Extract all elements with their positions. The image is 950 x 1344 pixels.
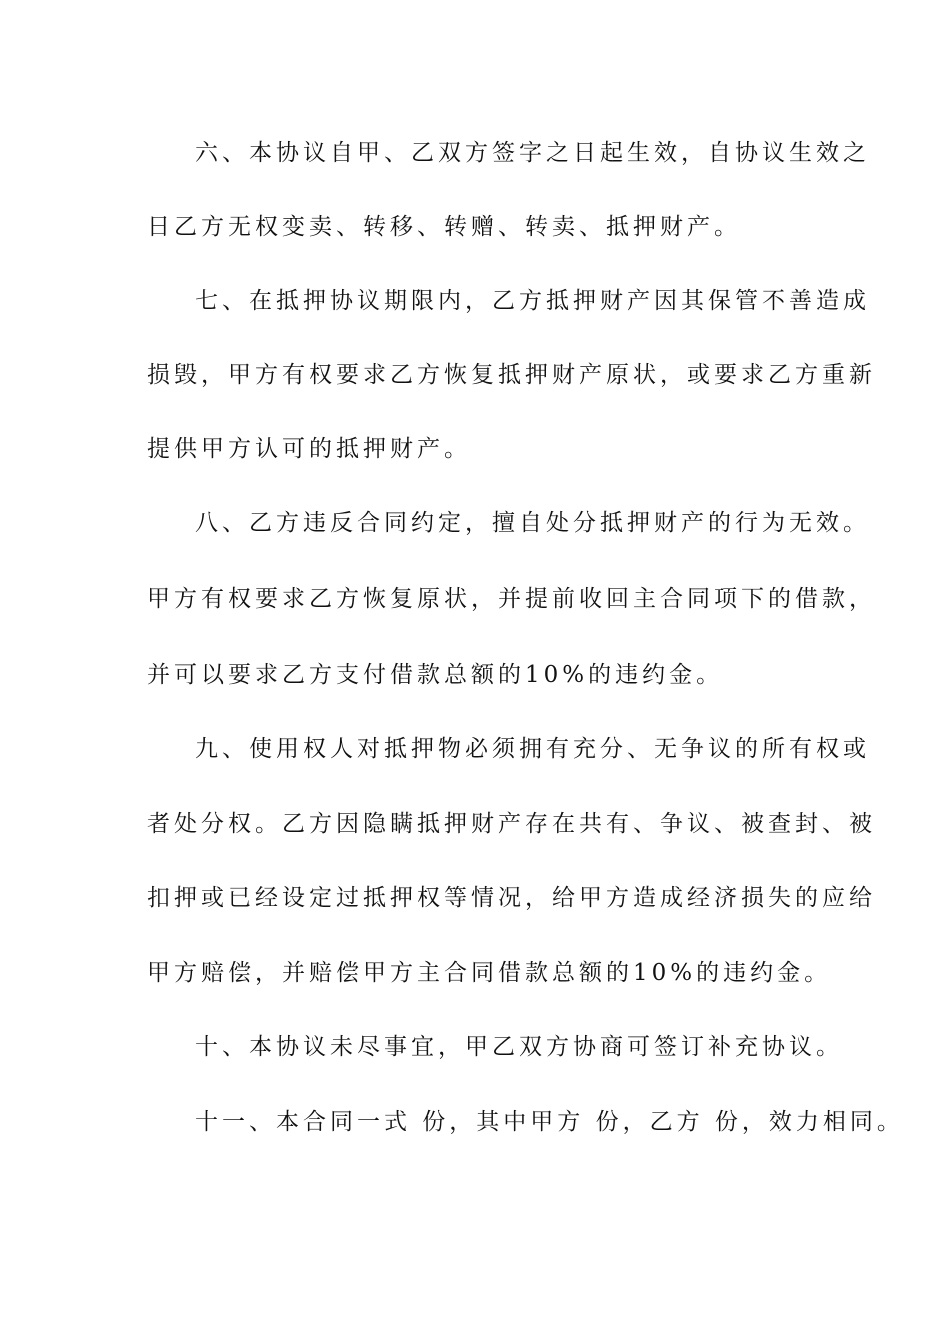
clause-6-line-2: 日乙方无权变卖、转移、转赠、转卖、抵押财产。 bbox=[147, 214, 741, 240]
clause-6-line-1: 六、本协议自甲、乙双方签字之日起生效，自协议生效之 bbox=[195, 140, 870, 166]
clause-7-line-1: 七、在抵押协议期限内，乙方抵押财产因其保管不善造成 bbox=[195, 288, 870, 314]
clause-8-line-2: 甲方有权要求乙方恢复原状，并提前收回主合同项下的借款， bbox=[147, 586, 876, 612]
clause-8-line-1: 八、乙方违反合同约定，擅自处分抵押财产的行为无效。 bbox=[195, 510, 870, 536]
clause-8-line-3: 并可以要求乙方支付借款总额的10%的违约金。 bbox=[147, 662, 724, 688]
clause-7-line-3: 提供甲方认可的抵押财产。 bbox=[147, 436, 471, 462]
clause-7-line-2: 损毁，甲方有权要求乙方恢复抵押财产原状，或要求乙方重新 bbox=[147, 362, 876, 388]
clause-9-line-1: 九、使用权人对抵押物必须拥有充分、无争议的所有权或 bbox=[195, 736, 870, 762]
clause-9-line-2: 者处分权。乙方因隐瞒抵押财产存在共有、争议、被查封、被 bbox=[147, 811, 876, 837]
clause-9-line-4: 甲方赔偿，并赔偿甲方主合同借款总额的10%的违约金。 bbox=[147, 960, 832, 986]
clause-9-line-3: 扣押或已经设定过抵押权等情况，给甲方造成经济损失的应给 bbox=[147, 885, 876, 911]
clause-11-line-1: 十一、本合同一式 份，其中甲方 份，乙方 份，效力相同。 bbox=[195, 1109, 904, 1135]
clause-10-line-1: 十、本协议未尽事宜，甲乙双方协商可签订补充协议。 bbox=[195, 1034, 843, 1060]
